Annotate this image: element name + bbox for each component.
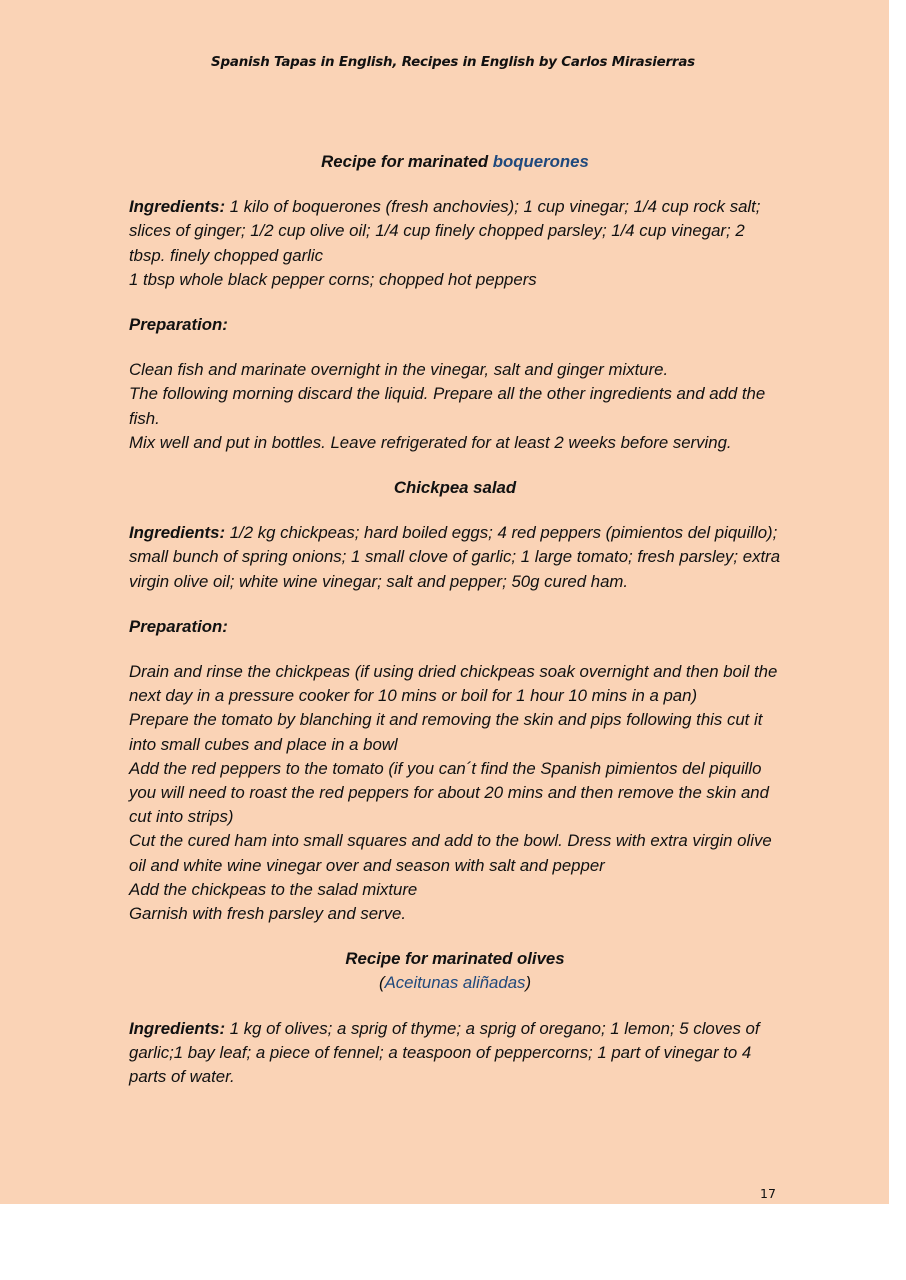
running-header: Spanish Tapas in English, Recipes in English by Carlos Mirasierras <box>211 55 695 70</box>
preparation-step: The following morning discard the liquid. Prepare all the other ingredients and add the fish. <box>129 384 766 428</box>
ingredients-label: Ingredients: <box>129 523 226 543</box>
recipe-title-boquerones <box>129 150 781 174</box>
preparation-label: Preparation: <box>129 616 228 636</box>
preparation-label: Preparation: <box>129 315 228 335</box>
ingredients-paragraph <box>129 195 781 268</box>
preparation-step: Garnish with fresh parsley and serve. <box>129 904 407 924</box>
preparation-step: Add the red peppers to the tomato (if you can´t find the Spanish pimientos del piquillo you will need to roast the red peppers for about 20 mins and then remove the skin and cut into strips) <box>129 758 769 827</box>
recipe-title-prefix: Recipe for marinated <box>321 152 493 171</box>
recipe-content <box>129 150 781 1089</box>
recipe-subtitle <box>129 971 781 995</box>
ingredients-text: 1 kilo of boquerones (fresh anchovies); 1 cup vinegar; 1/4 cup rock salt; slices of ginger; 1/2 cup olive oil; 1/4 cup finely chopped parsley; 1/4 cup vinegar; 2 tbsp. finely chopped garlic <box>129 197 761 265</box>
ingredients-label: Ingredients: <box>129 1018 226 1038</box>
preparation-step: Cut the cured ham into small squares and add to the bowl. Dress with extra virgin olive oil and white wine vinegar over and season with salt and pepper <box>129 831 772 875</box>
preparation-step: Add the chickpeas to the salad mixture <box>129 879 418 899</box>
recipe-subtitle-highlight: Aceitunas aliñadas <box>384 973 526 993</box>
recipe-title-marinated-olives: Recipe for marinated olives <box>345 949 565 969</box>
preparation-step: Prepare the tomato by blanching it and removing the skin and pips following this cut it into small cubes and place in a bowl <box>129 710 763 754</box>
subtitle-paren-open: ( <box>378 973 385 993</box>
ingredients-text: 1 kg of olives; a sprig of thyme; a sprig of oregano; 1 lemon; 5 cloves of garlic;1 bay leaf; a piece of fennel; a teaspoon of peppercorns; 1 part of vinegar to 4 parts of water. <box>129 1018 760 1087</box>
ingredients-text-line: 1 tbsp whole black pepper corns; chopped hot peppers <box>129 269 537 289</box>
preparation-step: Mix well and put in bottles. Leave refrigerated for at least 2 weeks before serving. <box>129 432 732 452</box>
ingredients-paragraph <box>129 1017 781 1090</box>
recipe-title-highlight: boquerones <box>492 152 589 171</box>
preparation-step: Drain and rinse the chickpeas (if using dried chickpeas soak overnight and then boil the next day in a pressure cooker for 10 mins or boil for 1 hour 10 mins in a pan) <box>129 662 778 706</box>
preparation-step: Clean fish and marinate overnight in the vinegar, salt and ginger mixture. <box>129 360 669 380</box>
subtitle-paren-close: ) <box>525 973 532 993</box>
recipe-title-chickpea-salad: Chickpea salad <box>393 478 517 498</box>
ingredients-paragraph <box>129 521 781 594</box>
ingredients-text: 1/2 kg chickpeas; hard boiled eggs; 4 red peppers (pimientos del piquillo); small bunch of spring onions; 1 small clove of garlic; 1 large tomato; fresh parsley; extra virgin olive oil; white wine vinegar; salt and pepper; 50g cured ham. <box>129 523 781 591</box>
ingredients-label: Ingredients: <box>129 197 226 217</box>
page-number: 17 <box>760 1186 776 1201</box>
